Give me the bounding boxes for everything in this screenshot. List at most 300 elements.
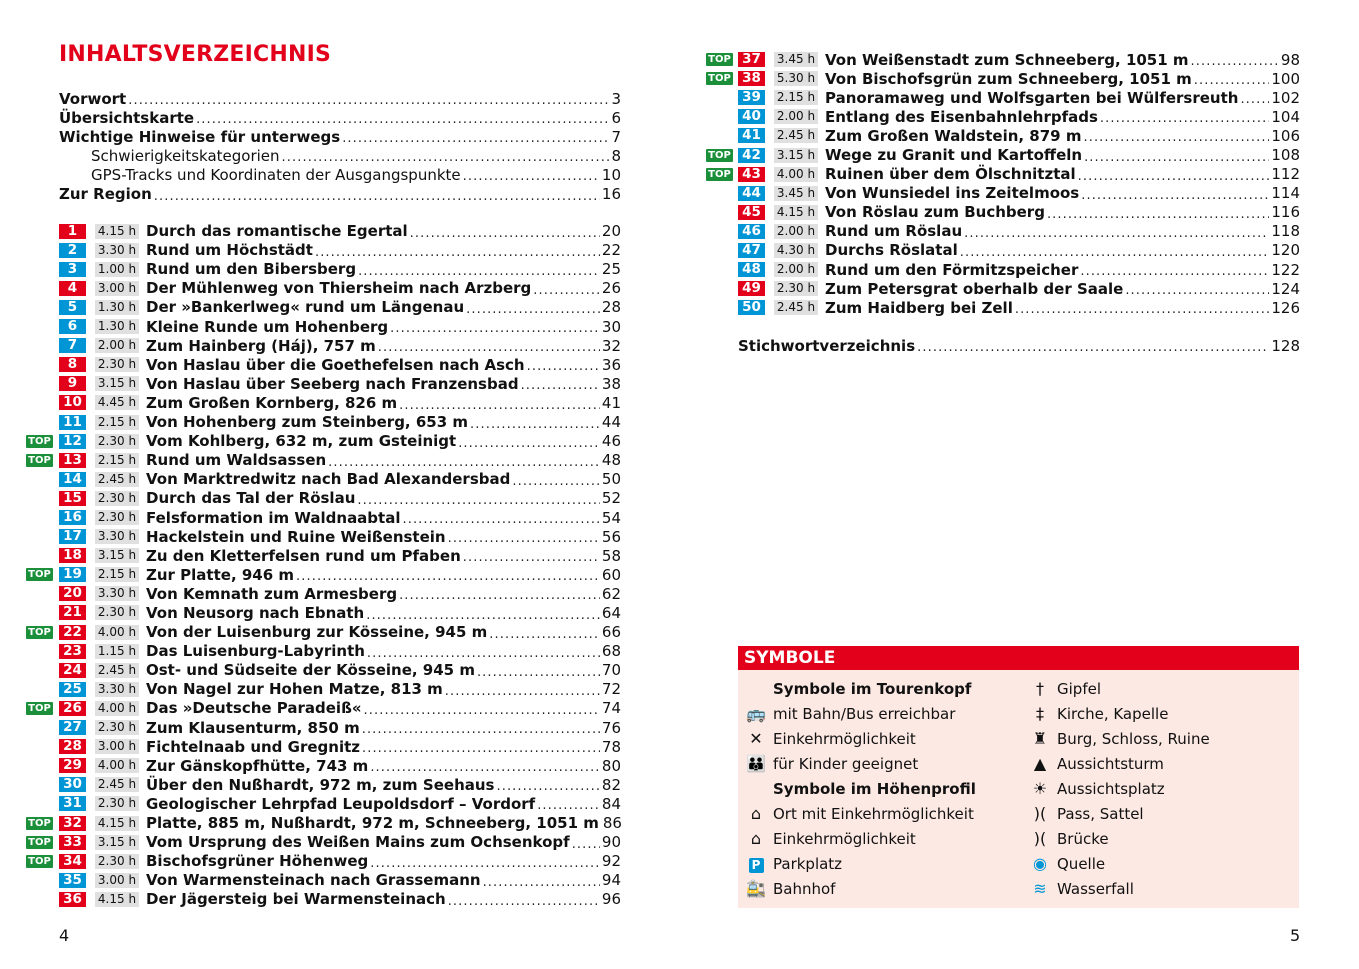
- tour-duration: 4.15 h: [95, 816, 139, 831]
- leader-dots: [342, 131, 609, 146]
- leader-dots: [364, 703, 600, 718]
- tour-row[interactable]: [59, 890, 621, 909]
- tour-row[interactable]: [59, 584, 621, 603]
- tour-duration: 5.30 h: [774, 71, 818, 86]
- tour-number-badge: 6: [59, 319, 86, 334]
- tour-page: 124: [1271, 279, 1300, 298]
- tour-row[interactable]: [59, 642, 621, 661]
- top-badge: TOP: [26, 836, 53, 849]
- tour-row[interactable]: [28, 623, 621, 642]
- tour-title: Zur Platte, 946 m: [146, 565, 295, 584]
- parking-icon: P: [746, 854, 766, 874]
- top-badge: TOP: [26, 626, 53, 639]
- tour-row[interactable]: [28, 699, 621, 718]
- leader-dots: [1015, 302, 1270, 317]
- leader-dots: [367, 646, 600, 661]
- tour-title: Von Weißenstadt zum Schneeberg, 1051 m: [825, 50, 1189, 69]
- leader-dots: [477, 665, 600, 680]
- tour-duration: 2.15 h: [774, 90, 818, 105]
- tour-number-badge: 9: [59, 376, 86, 391]
- leader-dots: [370, 760, 600, 775]
- tour-title: Fichtelnaab und Gregnitz: [146, 737, 360, 756]
- leader-dots: [521, 378, 600, 393]
- top-badge: TOP: [26, 817, 53, 830]
- toc-entry-label: Schwierigkeitskategorien: [91, 146, 280, 165]
- pass-icon: )(: [1033, 804, 1047, 823]
- tour-duration: 2.30 h: [95, 357, 139, 372]
- tour-number-badge: 23: [59, 644, 86, 659]
- toc-entry-label: Zur Region: [59, 185, 152, 204]
- leader-dots: [1084, 150, 1269, 165]
- tour-page: 41: [601, 393, 621, 412]
- symbol-label: Parkplatz: [773, 855, 843, 873]
- tour-title: Durch das Tal der Röslau: [146, 489, 356, 508]
- tour-number-badge: 30: [59, 777, 86, 792]
- leader-dots: [463, 169, 600, 184]
- toc-entry-label: GPS-Tracks und Koordinaten der Ausgangspunkte: [91, 165, 461, 184]
- tour-title: Platte, 885 m, Nußhardt, 972 m, Schneeberg, 1051 m: [146, 814, 599, 833]
- tour-page: 92: [601, 852, 621, 871]
- leader-dots: [458, 436, 600, 451]
- waterfall-icon: ≋: [1033, 879, 1047, 898]
- leader-dots: [512, 474, 600, 489]
- spacer: [738, 317, 1300, 336]
- leader-dots: [366, 608, 600, 623]
- top-badge: TOP: [26, 855, 53, 868]
- tour-title: Über den Nußhardt, 972 m, zum Seehaus: [146, 775, 495, 794]
- index-entry-label: Stichwortverzeichnis: [738, 336, 916, 355]
- index-entry-page: 128: [1271, 336, 1300, 355]
- tour-row[interactable]: [738, 88, 1300, 107]
- tour-page: 50: [601, 470, 621, 489]
- symbol-label: für Kinder geeignet: [773, 755, 919, 773]
- family-icon: 👪: [746, 754, 766, 773]
- tour-title: Von Warmensteinach nach Grassemann: [146, 871, 481, 890]
- tour-duration: 3.30 h: [95, 529, 139, 544]
- tour-page: 112: [1271, 165, 1300, 184]
- tour-duration: 2.00 h: [774, 262, 818, 277]
- leader-dots: [378, 340, 600, 355]
- symbol-heading: [738, 779, 976, 804]
- tour-row[interactable]: [28, 813, 622, 833]
- tour-title: Von der Luisenburg zur Kösseine, 945 m: [146, 623, 488, 642]
- tour-row[interactable]: [59, 527, 621, 546]
- tour-page: 104: [1271, 107, 1300, 126]
- tour-page: 26: [601, 279, 621, 298]
- tour-row[interactable]: [59, 241, 621, 260]
- tour-number-badge: 43: [738, 167, 765, 182]
- tour-duration: 4.00 h: [95, 758, 139, 773]
- tour-number-badge: 31: [59, 796, 86, 811]
- tour-number-badge: 45: [738, 205, 765, 220]
- leader-dots: [448, 531, 600, 546]
- tour-title: Von Haslau über Seeberg nach Franzensbad: [146, 374, 519, 393]
- symbol-label: Symbole im Tourenkopf: [773, 680, 972, 698]
- tour-duration: 3.30 h: [95, 586, 139, 601]
- leader-dots: [489, 627, 600, 642]
- tour-number-badge: 42: [738, 148, 765, 163]
- tour-page: 44: [601, 413, 621, 432]
- symbol-heading: [738, 679, 976, 704]
- tour-title: Von Kemnath zum Armesberg: [146, 584, 398, 603]
- toc-right-column: [708, 50, 1300, 355]
- toc-entry-page: 3: [611, 89, 621, 108]
- tour-page: 86: [602, 814, 622, 833]
- fork-knife-icon: ✕: [749, 729, 763, 748]
- tour-row[interactable]: [59, 374, 621, 393]
- tour-duration: 4.00 h: [95, 625, 139, 640]
- toc-entry-page: 6: [611, 108, 621, 127]
- tour-number-badge: 29: [59, 758, 86, 773]
- leader-dots: [1191, 54, 1279, 69]
- toc-entry-label: Wichtige Hinweise für unterwegs: [59, 127, 341, 146]
- tour-page: 48: [601, 451, 621, 470]
- tour-row[interactable]: [59, 298, 621, 317]
- top-badge: TOP: [26, 568, 53, 581]
- tour-duration: 1.00 h: [95, 262, 139, 277]
- leader-dots: [1047, 207, 1269, 222]
- bus-icon: 🚌: [746, 704, 766, 723]
- tour-duration: 3.30 h: [95, 682, 139, 697]
- toc-entry[interactable]: [59, 127, 621, 146]
- tour-row[interactable]: [738, 222, 1300, 241]
- toc-entry[interactable]: [59, 108, 621, 127]
- tour-page: 118: [1271, 222, 1300, 241]
- tour-number-badge: 47: [738, 243, 765, 258]
- tour-duration: 3.00 h: [95, 873, 139, 888]
- tour-duration: 2.30 h: [95, 854, 139, 869]
- tour-row[interactable]: [28, 451, 621, 470]
- leader-dots: [1081, 188, 1269, 203]
- tour-duration: 4.30 h: [774, 243, 818, 258]
- tour-title: Das »Deutsche Paradeiß«: [146, 699, 362, 718]
- symbol-label: Ort mit Einkehrmöglichkeit: [773, 805, 974, 823]
- tour-row[interactable]: [738, 203, 1300, 222]
- symbol-label: Aussichtsturm: [1057, 755, 1164, 773]
- leader-dots: [357, 493, 600, 508]
- tour-number-badge: 20: [59, 586, 86, 601]
- leader-dots: [483, 875, 600, 890]
- symbol-label: Burg, Schloss, Ruine: [1057, 730, 1210, 748]
- tour-title: Vom Kohlberg, 632 m, zum Gsteinigt: [146, 432, 457, 451]
- tour-title: Zum Klausenturm, 850 m: [146, 718, 360, 737]
- tour-page: 28: [601, 298, 621, 317]
- tour-row[interactable]: [59, 336, 621, 355]
- page-number-left: 4: [59, 926, 70, 945]
- tour-number-badge: 48: [738, 262, 765, 277]
- leader-dots: [1240, 92, 1269, 107]
- tour-number-badge: 25: [59, 682, 86, 697]
- tour-page: 122: [1271, 260, 1300, 279]
- tour-number-badge: 39: [738, 90, 765, 105]
- symbol-label: Einkehrmöglichkeit: [773, 730, 916, 748]
- tour-title: Ost- und Südseite der Kösseine, 945 m: [146, 661, 475, 680]
- tour-number-badge: 1: [59, 224, 86, 239]
- train-station-icon: 🚉: [746, 879, 766, 898]
- toc-entry-page: 10: [601, 165, 621, 184]
- leader-dots: [445, 684, 600, 699]
- tour-number-badge: 16: [59, 510, 86, 525]
- tour-number-badge: 41: [738, 128, 765, 143]
- tour-title: Rund um Höchstädt: [146, 241, 313, 260]
- leader-dots: [296, 569, 600, 584]
- spacer: [59, 204, 621, 222]
- tour-row[interactable]: [28, 833, 621, 852]
- leader-dots: [370, 856, 600, 871]
- tour-row[interactable]: [738, 260, 1300, 279]
- tour-row[interactable]: [59, 680, 621, 699]
- tour-title: Von Hohenberg zum Steinberg, 653 m: [146, 413, 469, 432]
- symbol-label: Aussichtsplatz: [1057, 780, 1165, 798]
- tour-row[interactable]: [708, 145, 1300, 165]
- tour-duration: 2.00 h: [774, 109, 818, 124]
- symbol-item: [738, 854, 976, 879]
- tour-number-badge: 13: [59, 453, 86, 468]
- symbol-item: [1022, 754, 1210, 779]
- tour-title: Von Wunsiedel ins Zeitelmoos: [825, 184, 1080, 203]
- tour-page: 38: [601, 374, 621, 393]
- tour-title: Durch das romantische Egertal: [146, 222, 408, 241]
- leader-dots: [533, 283, 600, 298]
- tour-duration: 3.45 h: [774, 186, 818, 201]
- tour-page: 52: [601, 489, 621, 508]
- tour-row[interactable]: [59, 317, 621, 336]
- tour-title: Von Neusorg nach Ebnath: [146, 603, 365, 622]
- village-icon: ⌂: [750, 804, 762, 823]
- tour-number-badge: 33: [59, 835, 86, 850]
- tour-row[interactable]: [28, 565, 621, 584]
- tour-title: Hackelstein und Ruine Weißenstein: [146, 527, 446, 546]
- tour-list-left: [28, 222, 622, 909]
- tour-row[interactable]: [59, 737, 621, 756]
- tour-title: Durchs Röslatal: [825, 241, 958, 260]
- symbol-item: [738, 804, 976, 829]
- symbol-label: Bahnhof: [773, 880, 836, 898]
- tour-duration: 1.30 h: [95, 300, 139, 315]
- tour-row[interactable]: [738, 126, 1300, 145]
- tour-row[interactable]: [59, 508, 621, 527]
- tour-page: 78: [601, 737, 621, 756]
- tour-title: Zur Gänskopfhütte, 743 m: [146, 756, 369, 775]
- tour-number-badge: 10: [59, 395, 86, 410]
- tour-page: 84: [601, 794, 621, 813]
- tour-duration: 3.45 h: [774, 52, 818, 67]
- tour-page: 46: [601, 432, 621, 451]
- tour-title: Zu den Kletterfelsen rund um Pfaben: [146, 546, 461, 565]
- top-badge: TOP: [706, 72, 733, 85]
- tour-page: 66: [601, 623, 621, 642]
- tour-row[interactable]: [59, 413, 621, 432]
- leader-dots: [399, 588, 600, 603]
- symbol-item: [1022, 804, 1210, 829]
- symbols-box: [738, 646, 1299, 908]
- tour-number-badge: 14: [59, 472, 86, 487]
- tour-number-badge: 35: [59, 873, 86, 888]
- tour-row[interactable]: [738, 184, 1300, 203]
- tour-title: Panoramaweg und Wolfsgarten bei Wülfersreuth: [825, 88, 1239, 107]
- tour-number-badge: 17: [59, 529, 86, 544]
- page-number-right: 5: [1290, 926, 1301, 945]
- tour-page: 114: [1271, 184, 1300, 203]
- tour-duration: 3.15 h: [774, 148, 818, 163]
- top-badge: TOP: [706, 168, 733, 181]
- top-badge: TOP: [26, 702, 53, 715]
- tour-title: Wege zu Granit und Kartoffeln: [825, 146, 1083, 165]
- tour-page: 90: [601, 833, 621, 852]
- tour-duration: 2.30 h: [95, 510, 139, 525]
- tour-row[interactable]: [59, 794, 621, 813]
- bridge-icon: )(: [1033, 829, 1047, 848]
- tour-row[interactable]: [59, 871, 621, 890]
- tour-duration: 2.30 h: [95, 720, 139, 735]
- tour-number-badge: 11: [59, 415, 86, 430]
- tour-row[interactable]: [59, 489, 621, 508]
- tour-title: Rund um Röslau: [825, 222, 963, 241]
- tour-duration: 2.45 h: [95, 663, 139, 678]
- tour-title: Von Röslau zum Buchberg: [825, 203, 1045, 222]
- tour-number-badge: 36: [59, 892, 86, 907]
- tour-number-badge: 38: [738, 71, 765, 86]
- tour-row[interactable]: [28, 432, 621, 451]
- tour-row[interactable]: [59, 355, 621, 374]
- tour-row[interactable]: [708, 165, 1300, 184]
- leader-dots: [1078, 169, 1270, 184]
- castle-icon: ♜: [1032, 729, 1048, 748]
- tour-title: Von Haslau über die Goethefelsen nach Asch: [146, 355, 525, 374]
- leader-dots: [960, 245, 1270, 260]
- tower-icon: ▲: [1033, 754, 1047, 773]
- symbol-item: [1022, 879, 1210, 904]
- tour-title: Zum Petersgrat oberhalb der Saale: [825, 279, 1124, 298]
- tour-duration: 3.15 h: [95, 835, 139, 850]
- tour-row[interactable]: [59, 393, 621, 412]
- tour-row[interactable]: [59, 546, 621, 565]
- tour-duration: 2.45 h: [774, 300, 818, 315]
- tour-duration: 2.30 h: [774, 281, 818, 296]
- tour-row[interactable]: [738, 298, 1300, 317]
- tour-page: 30: [601, 317, 621, 336]
- tour-row[interactable]: [59, 222, 621, 241]
- tour-title: Der Jägersteig bei Warmensteinach: [146, 890, 446, 909]
- tour-number-badge: 28: [59, 739, 86, 754]
- tour-duration: 2.00 h: [774, 224, 818, 239]
- symbol-item: [738, 754, 976, 779]
- tour-page: 76: [601, 718, 621, 737]
- tour-number-badge: 34: [59, 854, 86, 869]
- tour-duration: 2.30 h: [95, 491, 139, 506]
- tour-row[interactable]: [738, 107, 1300, 126]
- leader-dots: [1080, 264, 1269, 279]
- tour-number-badge: 4: [59, 281, 86, 296]
- tour-number-badge: 5: [59, 300, 86, 315]
- tour-row[interactable]: [708, 50, 1300, 69]
- symbol-label: Brücke: [1057, 830, 1109, 848]
- tour-duration: 2.30 h: [95, 796, 139, 811]
- tour-number-badge: 19: [59, 567, 86, 582]
- tour-row[interactable]: [59, 470, 621, 489]
- leader-dots: [358, 264, 600, 279]
- tour-page: 74: [601, 699, 621, 718]
- tour-page: 60: [601, 565, 621, 584]
- tour-row[interactable]: [708, 69, 1300, 88]
- leader-dots: [410, 226, 600, 241]
- symbol-label: Einkehrmöglichkeit: [773, 830, 916, 848]
- tour-duration: 4.15 h: [774, 205, 818, 220]
- symbols-left-column: [738, 679, 976, 904]
- tour-row[interactable]: [738, 241, 1300, 260]
- tour-page: 58: [601, 546, 621, 565]
- toc-entry[interactable]: [59, 89, 621, 108]
- tour-row[interactable]: [59, 756, 621, 775]
- tour-duration: 4.15 h: [95, 224, 139, 239]
- tour-page: 108: [1271, 146, 1300, 165]
- tour-row[interactable]: [59, 260, 621, 279]
- tour-title: Der »Bankerlweg« rund um Längenau: [146, 298, 465, 317]
- tour-row[interactable]: [738, 279, 1300, 298]
- symbols-header: SYMBOLE: [738, 646, 1299, 670]
- index-entry[interactable]: [738, 336, 1300, 355]
- intro-list: [59, 89, 621, 204]
- symbol-item: [738, 829, 976, 854]
- tour-number-badge: 18: [59, 548, 86, 563]
- tour-duration: 2.00 h: [95, 338, 139, 353]
- toc-entry[interactable]: [59, 165, 621, 184]
- tour-number-badge: 44: [738, 186, 765, 201]
- tour-page: 68: [601, 642, 621, 661]
- tour-duration: 3.00 h: [95, 739, 139, 754]
- leader-dots: [1083, 130, 1269, 145]
- tour-row[interactable]: [59, 603, 621, 622]
- toc-entry-page: 8: [611, 146, 621, 165]
- leader-dots: [964, 226, 1269, 241]
- symbol-item: [1022, 704, 1210, 729]
- tour-title: Von Marktredwitz nach Bad Alexandersbad: [146, 470, 511, 489]
- symbol-item: [738, 879, 976, 904]
- symbol-label: Kirche, Kapelle: [1057, 705, 1169, 723]
- tour-duration: 2.15 h: [95, 567, 139, 582]
- tour-page: 82: [601, 775, 621, 794]
- tour-number-badge: 12: [59, 434, 86, 449]
- symbol-item: [1022, 679, 1210, 704]
- leader-dots: [282, 150, 610, 165]
- tour-number-badge: 8: [59, 357, 86, 372]
- tour-number-badge: 49: [738, 281, 765, 296]
- tour-number-badge: 32: [59, 816, 86, 831]
- tour-row[interactable]: [59, 775, 621, 794]
- tour-page: 56: [601, 527, 621, 546]
- tour-number-badge: 37: [738, 52, 765, 67]
- tour-list-right: [708, 50, 1300, 317]
- tour-row[interactable]: [59, 718, 621, 737]
- tour-row[interactable]: [59, 279, 621, 298]
- leader-dots: [537, 798, 600, 813]
- top-badge: TOP: [26, 435, 53, 448]
- symbol-label: Wasserfall: [1057, 880, 1134, 898]
- toc-entry[interactable]: [59, 184, 621, 203]
- tour-page: 36: [601, 355, 621, 374]
- tour-page: 116: [1271, 203, 1300, 222]
- symbol-item: [738, 729, 976, 754]
- tour-title: Zum Hainberg (Háj), 757 m: [146, 336, 376, 355]
- tour-row[interactable]: [28, 852, 621, 871]
- tour-duration: 4.45 h: [95, 395, 139, 410]
- tour-row[interactable]: [59, 661, 621, 680]
- tour-duration: 2.15 h: [95, 415, 139, 430]
- tour-number-badge: 27: [59, 720, 86, 735]
- tour-number-badge: 26: [59, 701, 86, 716]
- toc-entry[interactable]: [59, 146, 621, 165]
- tour-page: 80: [601, 756, 621, 775]
